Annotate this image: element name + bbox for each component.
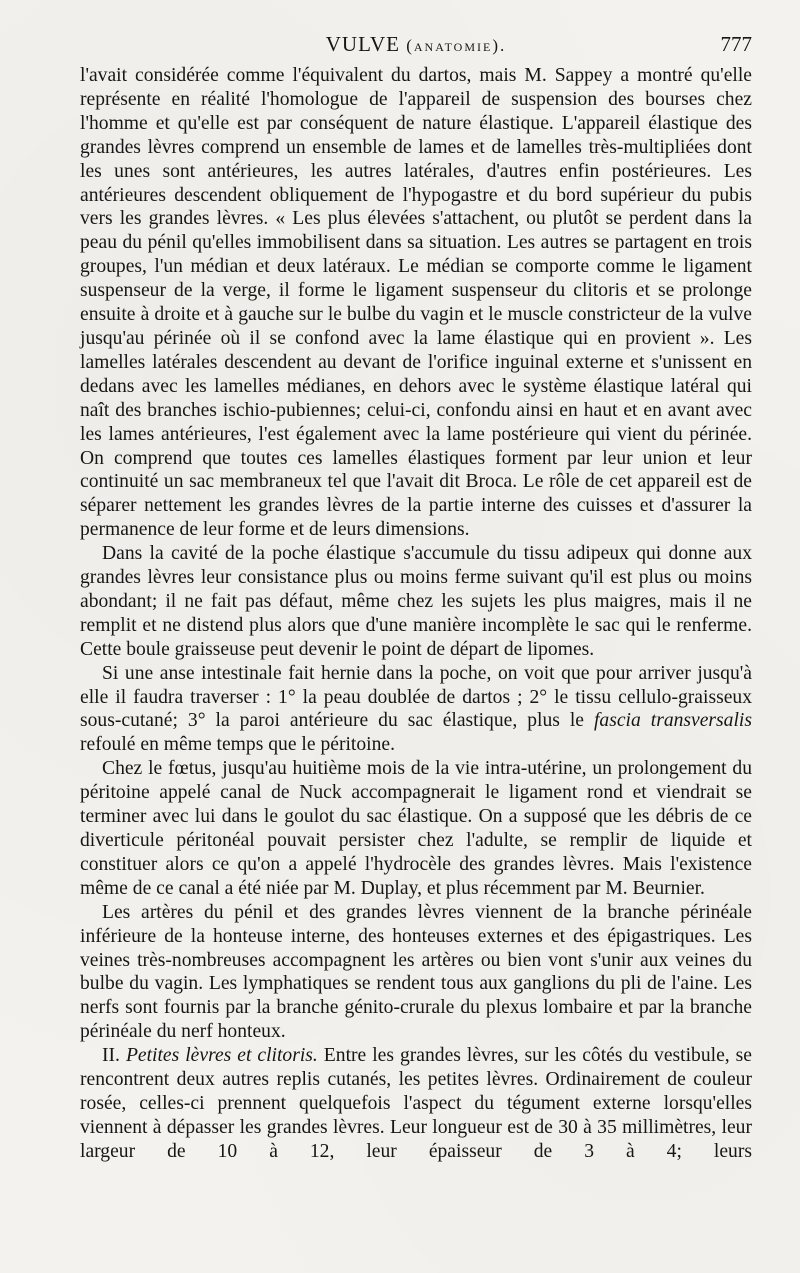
section-number: II.	[102, 1045, 126, 1067]
running-title-sub: (anatomie).	[406, 36, 507, 55]
page-number: 777	[720, 32, 752, 56]
paragraph-adipose-tissue: Dans la cavité de la poche élastique s'accumule du tissu adipeux qui donne aux grandes lèvres leur consistance plus ou moins ferme suivant qu'il est plus ou moins abondant; il ne fait pas défaut, même chez les sujets les plus maigres, mais il ne remplit et ne distend plus alors que d'une manière incomplète le sac qui le renferme. Cette boule graisseuse peut devenir le point de départ de lipomes.	[80, 543, 752, 660]
body-text	[80, 64, 752, 1164]
paragraph-elastic-apparatus: l'avait considérée comme l'équivalent du dartos, mais M. Sappey a montré qu'elle représente en réalité l'homologue de l'appareil de suspension des bourses chez l'homme et qu'elle est par conséquent de nature élastique. L'appareil élastique des grandes lèvres comprend un ensemble de lames et de lamelles très-multipliées dont les unes sont antérieures, les autres latérales, d'autres enfin postérieures. Les antérieures descendent obliquement de l'hypogastre et du bord supérieur du pubis vers les grandes lèvres. « Les plus élevées s'attachent, ou plutôt se perdent dans la peau du pénil qu'elles immobilisent dans sa situation. Les autres se partagent en trois groupes, l'un médian et deux latéraux. Le médian se comporte comme le ligament suspenseur de la verge, il forme le ligament suspenseur du clitoris et se prolonge ensuite à droite et à gauche sur le bulbe du vagin et le muscle constricteur de la vulve jusqu'au périnée où il se confond avec la lame élastique qui en provient ». Les lamelles latérales descendent au devant de l'orifice inguinal externe et s'unissent en dedans avec les lamelles médianes, en dehors avec le système élastique latéral qui naît des branches ischio-pubiennes; celui-ci, confondu ainsi en haut et en avant avec les lames antérieures, l'est également avec la lame postérieure qui vient du périnée. On comprend que toutes ces lamelles élastiques forment par leur union et leur continuité un sac membraneux tel que l'avait dit Broca. Le rôle de cet appareil est de séparer nettement les grandes lèvres de la partie interne des cuisses et d'assurer la permanence de leur forme et de leurs dimensions.	[80, 65, 752, 541]
paragraph-canal-of-nuck: Chez le fœtus, jusqu'au huitième mois de la vie intra-utérine, un prolongement du péritoine appelé canal de Nuck accompagnerait le ligament rond et viendrait se terminer avec lui dans le goulot du sac élastique. On a supposé que les débris de ce diverticule péritonéal pouvait persister chez l'adulte, se remplir de liquide et constituer alors ce qu'on a appelé l'hydrocèle des grandes lèvres. Mais l'existence même de ce canal a été niée par M. Duplay, et plus récemment par M. Beurnier.	[80, 758, 752, 899]
running-title-main: VULVE	[325, 32, 400, 56]
running-title	[80, 32, 752, 57]
hernia-text-end: refoulé en même temps que le péritoine.	[80, 734, 396, 756]
hernia-italic-term: fascia transversalis	[593, 710, 752, 732]
hernia-text-start: Si une anse intestinale fait hernie dans la poche, on voit que pour arriver jusqu'à elle il faudra traverser : 1° la peau doublée de dartos ; 2° le tissu cellulo-graisseux sous-cutané; 3° la paroi antérieure du sac élastique, plus le	[80, 662, 752, 732]
paragraph-petites-levres	[80, 1044, 752, 1164]
page-header	[80, 32, 752, 60]
paragraph-vessels-nerves: Les artères du pénil et des grandes lèvres viennent de la branche périnéale inférieure de la honteuse interne, des honteuses externes et des épigastriques. Les veines très-nombreuses accompagnent les artères ou bien vont s'unir aux veines du bulbe du vagin. Les lymphatiques se rendent tous aux ganglions du pli de l'aine. Les nerfs sont fournis par la branche génito-crurale du plexus lombaire et par la branche périnéale du nerf honteux.	[80, 901, 752, 1043]
paragraph-hernia	[80, 662, 752, 758]
petites-levres-text: Entre les grandes lèvres, sur les côtés du vestibule, se rencontrent deux autres replis cutanés, les petites lèvres. Ordinairement de couleur rosée, celles-ci prennent quelquefois l'aspect du tégument externe lorsqu'elles viennent à dépasser les grandes lèvres. Leur longueur est de 30 à 35 millimètres, leur largeur de 10 à 12, leur épaisseur de 3 à 4; leurs	[80, 1045, 752, 1162]
section-heading: Petites lèvres et clitoris.	[125, 1045, 318, 1067]
